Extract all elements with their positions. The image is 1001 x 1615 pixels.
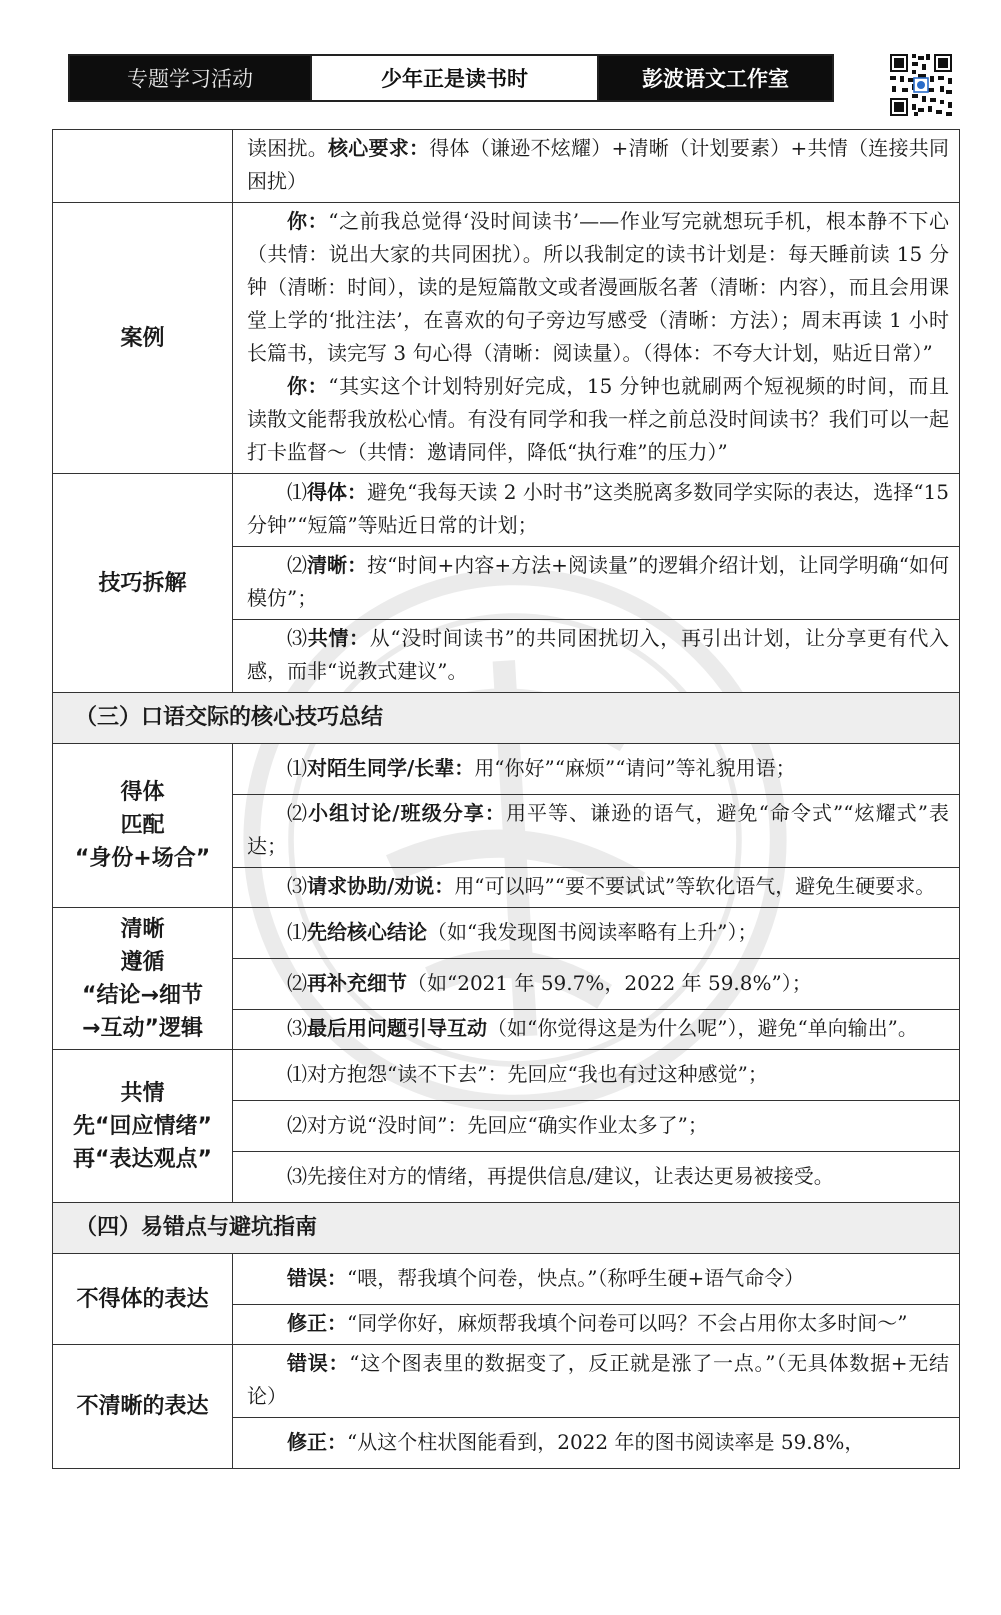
section-heading: （三）口语交际的核心技巧总结 xyxy=(53,693,960,744)
fix-label: 修正： xyxy=(287,1429,347,1454)
empathy-item-text: 对方说“没时间”：先回应“确实作业太多了”； xyxy=(307,1112,708,1137)
clear-item-text: （如“我发现图书阅读率略有上升”）； xyxy=(427,919,758,944)
skill-item: ⑵清晰：按“时间+内容+方法+阅读量”的逻辑介绍计划，让同学明确“如何模仿”； xyxy=(233,547,960,620)
table-row xyxy=(53,130,960,203)
empathy-item: ⑵对方说“没时间”：先回应“确实作业太多了”； xyxy=(233,1101,960,1152)
skill-item-title: 清晰： xyxy=(307,553,368,577)
table-row xyxy=(53,744,960,795)
speaker-label: 你： xyxy=(287,209,329,233)
fix-example xyxy=(233,1305,960,1345)
fix-example xyxy=(233,1418,960,1469)
table-row xyxy=(53,1203,960,1254)
core-requirement-cell xyxy=(233,130,960,203)
fit-item-text: 用“你好”“麻烦”“请问”等礼貌用语； xyxy=(474,755,796,780)
empathy-label: 共情 先“回应情绪” 再“表达观点” xyxy=(53,1050,233,1203)
empathy-item-text: 对方抱怨“读不下去”：先回应“我也有过这种感觉”； xyxy=(307,1061,768,1086)
table-row xyxy=(53,1050,960,1101)
skill-item-text: 按“时间+内容+方法+阅读量”的逻辑介绍计划，让同学明确“如何模仿”； xyxy=(247,553,949,610)
fit-label: 得体 匹配 “身份+场合” xyxy=(53,744,233,908)
skill-item-title: 得体： xyxy=(307,480,368,504)
fit-item: ⑶请求协助/劝说：用“可以吗”“要不要试试”等软化语气，避免生硬要求。 xyxy=(233,868,960,908)
wrong-text: “喂，帮我填个问卷，快点。”（称呼生硬+语气命令） xyxy=(347,1265,805,1290)
clear-item-title: 最后用问题引导互动 xyxy=(307,1016,487,1040)
fit-item-title: 请求协助/劝说： xyxy=(307,874,455,898)
core-requirement-label: 核心要求： xyxy=(328,136,430,160)
wrong-example xyxy=(233,1345,960,1418)
skill-item-title: 共情： xyxy=(307,626,370,650)
table-row xyxy=(53,1254,960,1305)
clear-item: ⑶最后用问题引导互动（如“你觉得这是为什么呢”），避免“单向输出”。 xyxy=(233,1010,960,1050)
wrong-label: 错误： xyxy=(287,1265,347,1290)
fit-item: ⑵小组讨论/班级分享：用平等、谦逊的语气，避免“命令式”“炫耀式”表达； xyxy=(233,795,960,868)
skill-item-text: 从“没时间读书”的共同困扰切入，再引出计划，让分享更有代入感，而非“说教式建议”。 xyxy=(247,626,950,683)
case-label: 案例 xyxy=(53,203,233,474)
text-fragment: 读困扰。 xyxy=(247,136,328,160)
skill-item-text: 避免“我每天读 2 小时书”这类脱离多数同学实际的表达，选择“15 分钟”“短篇”等贴近日常的计划； xyxy=(247,480,950,537)
speaker-label: 你： xyxy=(287,374,329,398)
case-cell xyxy=(233,203,960,474)
fix-text: “从这个柱状图能看到，2022 年的图书阅读率是 59.8%， xyxy=(347,1429,865,1454)
clear-label: 清晰 遵循 “结论→细节 →互动”逻辑 xyxy=(53,908,233,1050)
unclear-label: 不清晰的表达 xyxy=(53,1345,233,1469)
empathy-item: ⑴对方抱怨“读不下去”：先回应“我也有过这种感觉”； xyxy=(233,1050,960,1101)
content-table xyxy=(52,129,960,1469)
fit-item-title: 小组讨论/班级分享： xyxy=(308,801,506,825)
clear-item: ⑴先给核心结论（如“我发现图书阅读率略有上升”）； xyxy=(233,908,960,959)
banner-title: 少年正是读书时 xyxy=(310,56,599,100)
table-row xyxy=(53,474,960,547)
table-row xyxy=(53,908,960,959)
table-row xyxy=(53,203,960,474)
case-text-2: “其实这个计划特别好完成，15 分钟也就刷两个短视频的时间，而且读散文能帮我放松心情。有没有同学和我一样之前总没时间读书？我们可以一起打卡监督～（共情：邀请同伴，降低“执行难”的压力）” xyxy=(247,374,950,464)
wrong-example xyxy=(233,1254,960,1305)
fit-item-title: 对陌生同学/长辈： xyxy=(307,755,475,780)
wrong-text: “这个图表里的数据变了，反正就是涨了一点。”（无具体数据+无结论） xyxy=(247,1351,950,1408)
case-paragraph-1 xyxy=(247,205,949,370)
clear-item-text: （如“2021 年 59.7%，2022 年 59.8%”）； xyxy=(407,970,812,995)
core-requirement-text: 得体（谦逊不炫耀）+清晰（计划要素）+共情（连接共同困扰） xyxy=(247,136,950,193)
case-paragraph-2 xyxy=(247,370,949,469)
case-text-1: “之前我总觉得‘没时间读书’——作业写完就想玩手机，根本静不下心（共情：说出大家的共同困扰）。所以我制定的读书计划是：每天睡前读 15 分钟（清晰：时间），读的是短篇散文或者漫画版名著（清晰：内容），而且会用课堂上学的‘批注法’，在喜欢的句子旁边写感受（清晰：方法）；周末再读 1 小时长篇书，读完写 3 句心得（清晰：阅读量）。（得体：不夸大计划，贴近日常）” xyxy=(247,209,949,365)
fix-text: “同学你好，麻烦帮我填个问卷可以吗？不会占用你太多时间～” xyxy=(347,1311,908,1335)
clear-item-title: 先给核心结论 xyxy=(307,919,427,944)
banner-activity: 专题学习活动 xyxy=(70,56,310,100)
fix-label: 修正： xyxy=(287,1311,347,1335)
improper-label: 不得体的表达 xyxy=(53,1254,233,1345)
table-row xyxy=(53,1345,960,1418)
banner-studio: 彭波语文工作室 xyxy=(599,56,832,100)
fit-item-text: 用平等、谦逊的语气，避免“命令式”“炫耀式”表达； xyxy=(247,801,950,858)
fit-item-text: 用“可以吗”“要不要试试”等软化语气，避免生硬要求。 xyxy=(454,874,936,898)
clear-item-title: 再补充细节 xyxy=(307,970,407,995)
empathy-item: ⑶先接住对方的情绪，再提供信息/建议，让表达更易被接受。 xyxy=(233,1152,960,1203)
clear-item-text: （如“你觉得这是为什么呢”），避免“单向输出”。 xyxy=(487,1016,918,1040)
table-row xyxy=(53,693,960,744)
header-banner xyxy=(68,54,834,102)
empathy-item-text: 先接住对方的情绪，再提供信息/建议，让表达更易被接受。 xyxy=(307,1163,834,1188)
skills-label: 技巧拆解 xyxy=(53,474,233,693)
wrong-label: 错误： xyxy=(287,1351,350,1375)
fit-item: ⑴对陌生同学/长辈：用“你好”“麻烦”“请问”等礼貌用语； xyxy=(233,744,960,795)
clear-item: ⑵再补充细节（如“2021 年 59.7%，2022 年 59.8%”）； xyxy=(233,959,960,1010)
empty-label-cell xyxy=(53,130,233,203)
qr-code-icon xyxy=(888,52,954,118)
skill-item: ⑶共情：从“没时间读书”的共同困扰切入，再引出计划，让分享更有代入感，而非“说教式建议”。 xyxy=(233,620,960,693)
skill-item: ⑴得体：避免“我每天读 2 小时书”这类脱离多数同学实际的表达，选择“15 分钟”“短篇”等贴近日常的计划； xyxy=(233,474,960,547)
section-heading: （四）易错点与避坑指南 xyxy=(53,1203,960,1254)
